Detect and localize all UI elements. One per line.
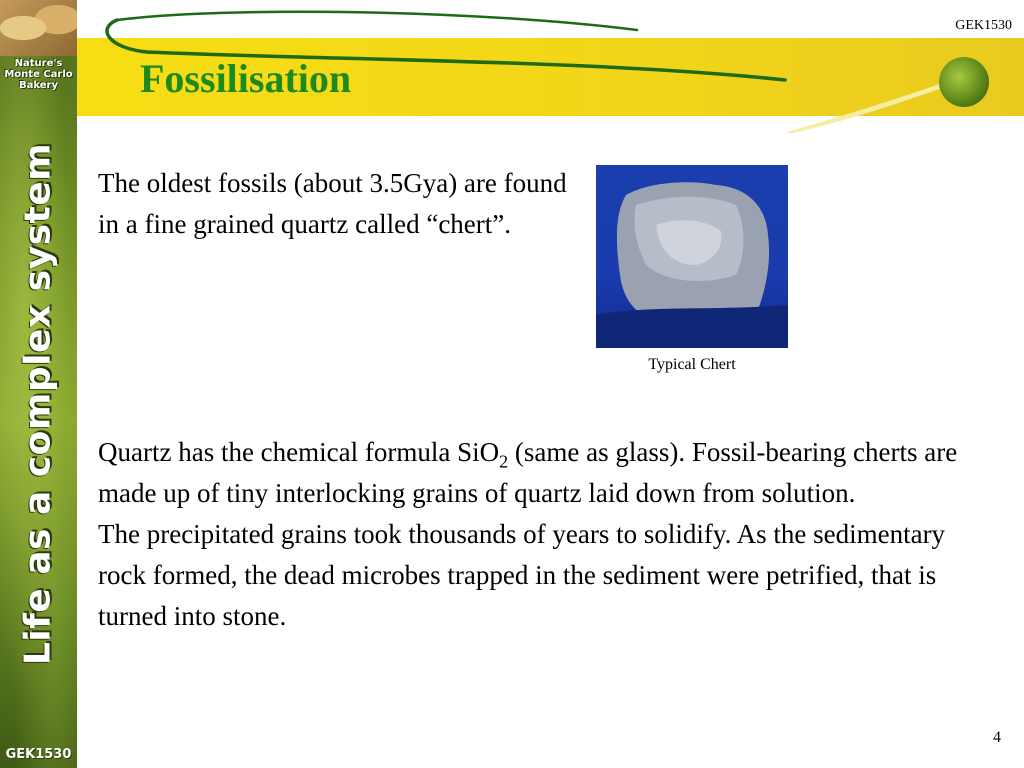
paragraph-quartz-prefix: Quartz has the chemical formula SiO [98,437,500,467]
page-number: 4 [993,729,1001,746]
paragraph-quartz-suffix: (same as glass). Fossil-bearing cherts are made up of tiny interlocking grains of quartz laid down from solution. [98,437,958,508]
image-caption: Typical Chert [648,356,736,373]
paragraph-quartz [98,432,978,514]
body-text [98,432,978,637]
sidebar-course-badge: GEK1530 [5,747,72,762]
formula-subscript: 2 [499,451,509,472]
header-course-code: GEK1530 [955,18,1012,33]
leaf-globe-icon [939,57,989,107]
bread-image [0,0,77,56]
chert-photo [596,165,788,348]
paragraph-precipitation: The precipitated grains took thousands of years to solidify. As the sedimentary rock formed, the dead microbes trapped in the sediment were petrified, that is turned into stone. [98,519,946,631]
slide-title: Fossilisation [140,56,352,101]
intro-paragraph: The oldest fossils (about 3.5Gya) are found in a fine grained quartz called “chert”. [98,168,567,239]
vertical-course-title: Life as a complex system [17,142,59,666]
sidebar-banner [0,0,77,768]
bakery-logo: Nature's Monte Carlo Bakery [4,58,73,91]
